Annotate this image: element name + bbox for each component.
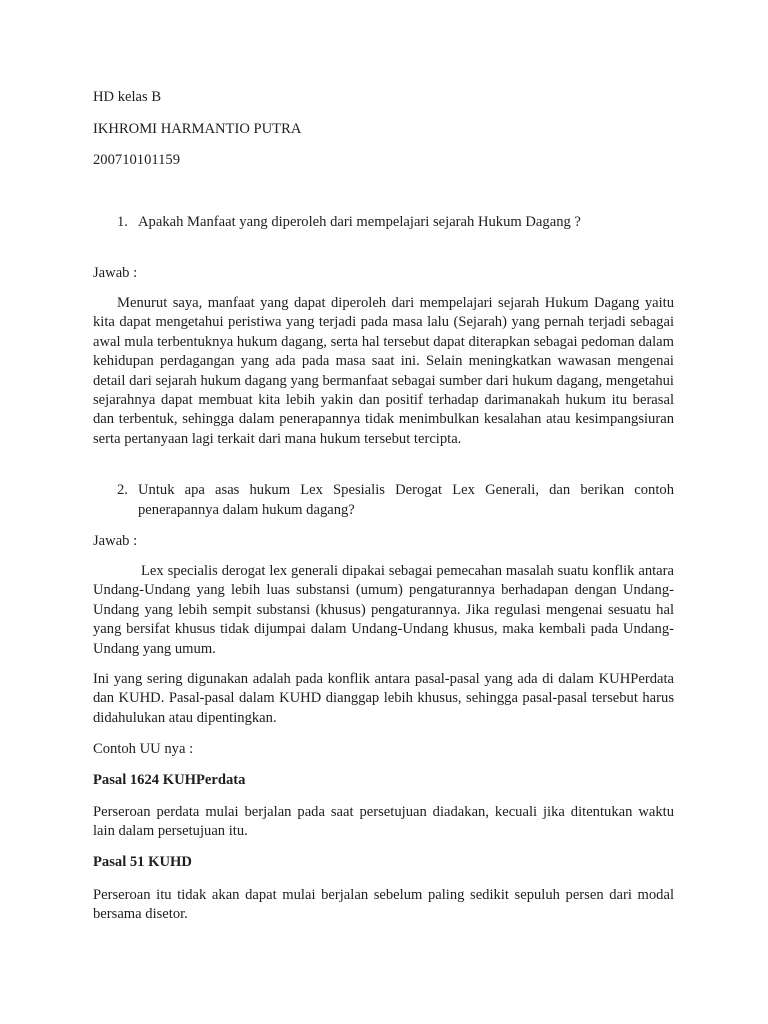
answer-2-label: Jawab : [93, 533, 138, 549]
question-1-text: Apakah Manfaat yang diperoleh dari mempelajari sejarah Hukum Dagang ? [138, 214, 581, 230]
examples-label: Contoh UU nya : [93, 741, 194, 757]
question-2 [117, 480, 674, 520]
article-1-heading: Pasal 1624 KUHPerdata [93, 772, 246, 788]
question-1-number: 1. [117, 214, 128, 230]
question-2-number: 2. [117, 482, 128, 498]
article-2-heading: Pasal 51 KUHD [93, 854, 192, 870]
student-id: 200710101159 [93, 152, 181, 168]
answer-1-label: Jawab : [93, 265, 138, 281]
answer-1-paragraph: Menurut saya, manfaat yang dapat diperoleh dari mempelajari sejarah Hukum Dagang yaitu kita dapat mengetahui peristiwa yang terjadi pada masa lalu (Sejarah) yang pernah terjadi sebagai awal mula terbentuknya hukum dagang, serta hal tersebut dapat diterapkan sebagai pedoman dalam kehidupan perdagangan yang ada pada masa saat ini. Selain meningkatkan wawasan mengenai detail dari sejarah hukum dagang yang bermanfaat sebagai sumber dari hukum dagang, mengetahui sejarahnya dapat membuat kita lebih yakin dan positif terhadap darimanakah hukum itu berasal dan terbentuk, sehingga dalam penerapannya tidak menimbulkan kesalahan atau kesimpangsiuran serta pertanyaan lagi terkait dari mana hukum tersebut tercipta. [93, 295, 674, 447]
answer-2-paragraph-2: Ini yang sering digunakan adalah pada konflik antara pasal-pasal yang ada di dalam KUHPerdata dan KUHD. Pasal-pasal dalam KUHD dianggap lebih khusus, sehingga pasal-pasal tersebut harus didahulukan atau dipentingkan. [93, 671, 674, 726]
article-1-text: Perseroan perdata mulai berjalan pada saat persetujuan diadakan, kecuali jika ditentukan waktu lain dalam persetujuan itu. [93, 804, 674, 840]
article-2-text: Perseroan itu tidak akan dapat mulai berjalan sebelum paling sedikit sepuluh persen dari modal bersama disetor. [93, 887, 674, 923]
student-name: IKHROMI HARMANTIO PUTRA [93, 121, 302, 137]
question-1 [117, 212, 674, 232]
class-line: HD kelas B [93, 89, 162, 105]
question-2-text: Untuk apa asas hukum Lex Spesialis Derogat Lex Generali, dan berikan contoh penerapannya dalam hukum dagang? [138, 482, 674, 518]
answer-2-paragraph-1: Lex specialis derogat lex generali dipakai sebagai pemecahan masalah suatu konflik antara Undang-Undang yang lebih luas substansi (umum) pengaturannya berhadapan dengan Undang-Undang yang lebih sempit substansi (khusus) pengaturannya. Jika regulasi mengenai sesuatu hal yang bersifat khusus tidak dijumpai dalam Undang-Undang khusus, maka kembali pada Undang-Undang yang umum. [93, 563, 674, 657]
